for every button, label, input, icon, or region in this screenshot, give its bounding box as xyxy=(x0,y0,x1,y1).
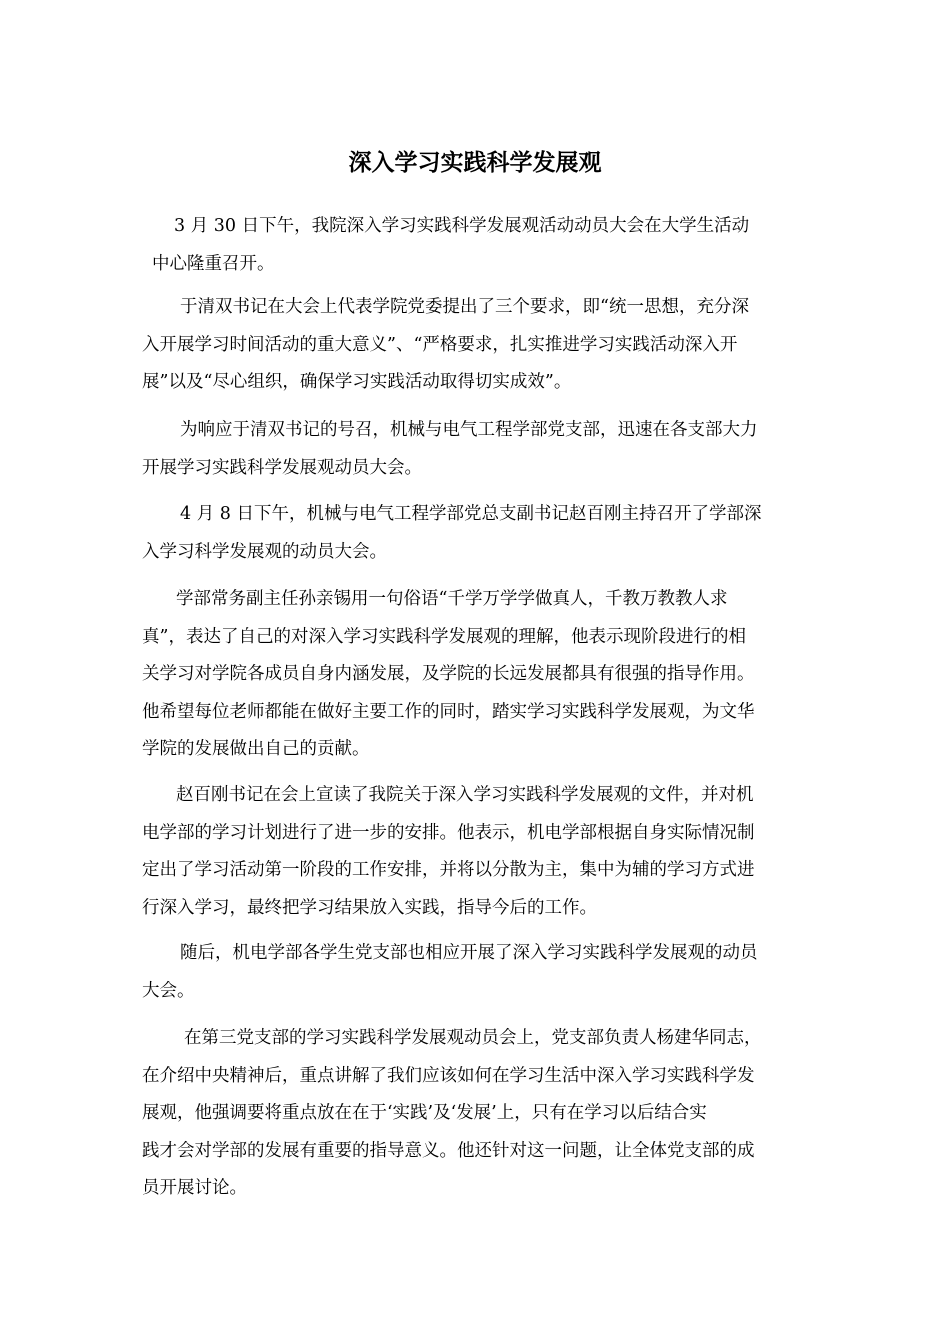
paragraph-line: 为响应于清双书记的号召，机械与电气工程学部党支部，迅速在各支部大力 xyxy=(180,420,758,440)
paragraph-line: 真”，表达了自己的对深入学习实践科学发展观的理解，他表示现阶段进行的相 xyxy=(142,626,746,647)
paragraph-5 xyxy=(142,581,812,769)
paragraph-line: 随后，机电学部各学生党支部也相应开展了深入学习实践科学发展观的动员 xyxy=(180,943,758,963)
paragraph-line: 大会。 xyxy=(142,980,195,1001)
paragraph-line: 3 月 30 日下午，我院深入学习实践科学发展观活动动员大会在大学生活动 xyxy=(174,216,750,236)
document-title: 深入学习实践科学发展观 xyxy=(348,149,602,176)
paragraph-line: 4 月 8 日下午，机械与电气工程学部党总支副书记赵百刚主持召开了学部深 xyxy=(180,504,762,524)
paragraph-line: 开展学习实践科学发展观动员大会。 xyxy=(142,457,422,478)
paragraph-7 xyxy=(142,935,812,1010)
paragraph-3 xyxy=(142,412,812,487)
paragraph-line: 赵百刚书记在会上宣读了我院关于深入学习实践科学发展观的文件，并对机 xyxy=(176,785,754,805)
paragraph-line: 入开展学习时间活动的重大意义”、“严格要求，扎实推进学习实践活动深入开 xyxy=(142,334,738,355)
paragraph-line: 定出了学习活动第一阶段的工作安排，并将以分散为主，集中为辅的学习方式进 xyxy=(142,860,755,880)
paragraph-4 xyxy=(142,496,812,571)
paragraph-line: 他希望每位老师都能在做好主要工作的同时，踏实学习实践科学发展观，为文华 xyxy=(142,701,755,722)
paragraph-line: 电学部的学习计划进行了进一步的安排。他表示，机电学部根据自身实际情况制 xyxy=(142,822,755,843)
paragraph-line: 关学习对学院各成员自身内涵发展，及学院的长远发展都具有很强的指导作用。 xyxy=(142,664,755,684)
paragraph-6 xyxy=(142,777,812,927)
paragraph-2 xyxy=(142,289,812,402)
paragraph-line: 行深入学习，最终把学习结果放入实践，指导今后的工作。 xyxy=(142,897,597,918)
paragraph-line: 展”以及“尽心组织，确保学习实践活动取得切实成效”。 xyxy=(142,372,572,392)
paragraph-line: 于清双书记在大会上代表学院党委提出了三个要求，即“统一思想，充分深 xyxy=(180,297,749,317)
paragraph-line: 在第三党支部的学习实践科学发展观动员会上，党支部负责人杨建华同志， xyxy=(184,1028,762,1048)
paragraph-line: 员开展讨论。 xyxy=(142,1178,247,1198)
paragraph-line: 践才会对学部的发展有重要的指导意义。他还针对这一问题，让全体党支部的成 xyxy=(142,1140,755,1161)
paragraph-line: 学院的发展做出自己的贡献。 xyxy=(142,739,370,759)
paragraph-line: 入学习科学发展观的动员大会。 xyxy=(142,541,387,562)
paragraph-line: 学部常务副主任孙亲锡用一句俗语“千学万学学做真人，千教万教教人求 xyxy=(176,589,728,609)
paragraph-8 xyxy=(142,1020,812,1208)
paragraph-1 xyxy=(142,208,812,283)
paragraph-line: 在介绍中央精神后，重点讲解了我们应该如何在学习生活中深入学习实践科学发 xyxy=(142,1065,755,1086)
paragraph-line: 中心隆重召开。 xyxy=(152,253,275,274)
paragraph-line: 展观，他强调要将重点放在在于‘实践’及‘发展’上，只有在学习以后结合实 xyxy=(142,1103,707,1123)
